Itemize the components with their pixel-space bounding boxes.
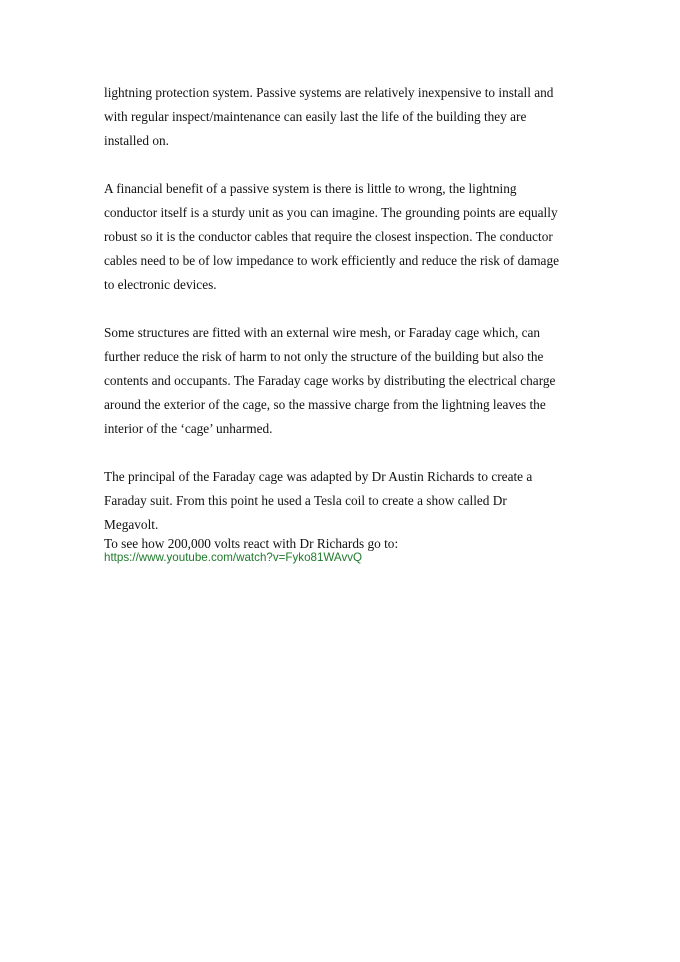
paragraph-line: to electronic devices. <box>104 277 217 292</box>
paragraph-line: conductor itself is a sturdy unit as you can imagine. The grounding points are equally <box>104 205 558 220</box>
paragraph-line: A financial benefit of a passive system is there is little to wrong, the lightning <box>104 181 517 196</box>
paragraph-line: Megavolt. <box>104 517 159 532</box>
paragraph-line: interior of the ‘cage’ unharmed. <box>104 421 273 436</box>
paragraph-line: with regular inspect/maintenance can easily last the life of the building they are <box>104 109 527 124</box>
paragraph-line: Some structures are fitted with an external wire mesh, or Faraday cage which, can <box>104 325 541 340</box>
closing-text: To see how 200,000 volts react with Dr Richards go to: <box>104 536 399 551</box>
paragraph-line: installed on. <box>104 133 169 148</box>
paragraph-financial-benefit <box>104 177 584 297</box>
paragraph-line: Faraday suit. From this point he used a Tesla coil to create a show called Dr <box>104 493 507 508</box>
paragraph-line: around the exterior of the cage, so the massive charge from the lightning leaves the <box>104 397 546 412</box>
youtube-link[interactable]: https://www.youtube.com/watch?v=Fyko81WAvvQ <box>104 551 363 564</box>
document-body <box>104 81 584 565</box>
paragraph-line: lightning protection system. Passive systems are relatively inexpensive to install and <box>104 85 554 100</box>
paragraph-faraday-cage <box>104 321 584 441</box>
paragraph-passive-systems <box>104 81 584 153</box>
paragraph-line: contents and occupants. The Faraday cage works by distributing the electrical charge <box>104 373 556 388</box>
paragraph-line: cables need to be of low impedance to work efficiently and reduce the risk of damage <box>104 253 559 268</box>
paragraph-line: robust so it is the conductor cables that require the closest inspection. The conductor <box>104 229 553 244</box>
paragraph-line: further reduce the risk of harm to not only the structure of the building but also the <box>104 349 544 364</box>
paragraph-faraday-suit <box>104 465 584 537</box>
paragraph-line: The principal of the Faraday cage was adapted by Dr Austin Richards to create a <box>104 469 533 484</box>
